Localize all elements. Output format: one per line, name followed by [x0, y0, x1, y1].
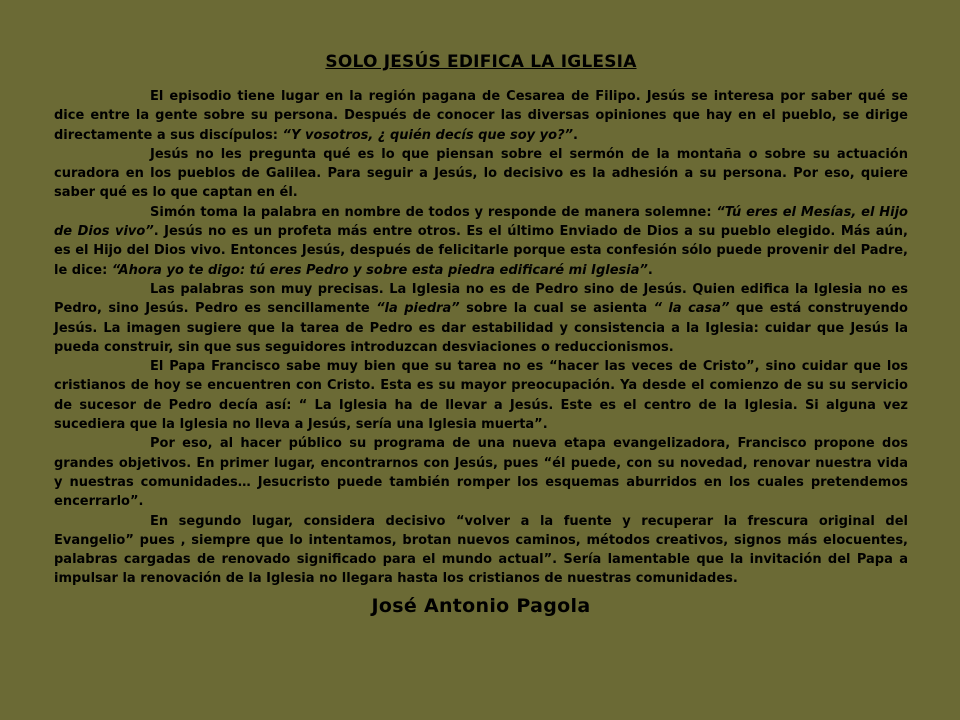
- paragraph-text: .: [647, 262, 653, 278]
- author-name: José Antonio Pagola: [371, 594, 591, 617]
- paragraph-text: Por eso, al hacer público su programa de una nueva etapa evangelizadora, Francisco propone dos grandes objetivos. En primer lugar, encontrarnos con Jesús, pues “él puede, con su novedad, renovar nuestra vida y nuestras comunidades… Jesucristo puede también romper los esquemas aburridos en los cuales pretendemos encerrarlo”.: [54, 436, 908, 510]
- paragraph-text: sobre la cual se asienta: [459, 301, 654, 317]
- body-paragraph: [54, 434, 908, 511]
- body-paragraph: [54, 512, 908, 589]
- body-paragraph: [54, 203, 908, 280]
- paragraph-text: . Jesús no es un profeta más entre otros. Es el último Enviado de Dios a su pueblo elegido. Más aún, es el Hijo del Dios vivo. Entonces Jesús, después de felicitarle porque esta confesión sólo puede provenir del Padre, le dice:: [54, 224, 908, 278]
- body-paragraph: [54, 87, 908, 145]
- body-paragraph: [54, 145, 908, 203]
- paragraph-text: El episodio tiene lugar en la región pagana de Cesarea de Filipo. Jesús se interesa por saber qué se dice entre la gente sobre su persona. Después de conocer las diversas opiniones que hay en el pueblo, se dirige directamente a sus discípulos:: [54, 89, 908, 143]
- quoted-text: “Y vosotros, ¿ quién decís que soy yo?”: [282, 127, 573, 143]
- quoted-text: “Tú eres el Mesías, el Hijo de Dios vivo”: [54, 204, 908, 240]
- body-paragraph: [54, 280, 908, 357]
- slide-body: [54, 87, 908, 589]
- paragraph-text: Las palabras son muy precisas. La Iglesia no es de Pedro sino de Jesús. Quien edifica la Iglesia no es Pedro, sino Jesús. Pedro es sencillamente: [54, 281, 908, 317]
- paragraph-text: .: [573, 127, 578, 143]
- body-paragraph: [54, 357, 908, 434]
- paragraph-text: que está construyendo Jesús. La imagen sugiere que la tarea de Pedro es dar estabilidad y consistencia a la Iglesia: cuidar que Jesús la pueda construir, sin que sus seguidores introduzcan desviaciones o reduccionismos.: [54, 301, 908, 355]
- paragraph-text: Jesús no les pregunta qué es lo que piensan sobre el sermón de la montaña o sobre su actuación curadora en los pueblos de Galilea. Para seguir a Jesús, lo decisivo es la adhesión a su persona. Por eso, quiere saber qué es lo que captan en él.: [54, 146, 908, 201]
- paragraph-text: En segundo lugar, considera decisivo “volver a la fuente y recuperar la frescura original del Evangelio” pues , siempre que lo intentamos, brotan nuevos caminos, métodos creativos, signos más elocuentes, palabras cargadas de renovado significado para el mundo actual”. Sería lamentable que la invitación del Papa a impulsar la renovación de la Iglesia no llegara hasta los cristianos de nuestras comunidades.: [54, 513, 908, 587]
- quoted-text: “ la casa”: [653, 301, 730, 317]
- paragraph-text: El Papa Francisco sabe muy bien que su tarea no es “hacer las veces de Cristo”, sino cuidar que los cristianos de hoy se encuentren con Cristo. Esta es su mayor preocupación. Ya desde el comienzo de su su servicio de sucesor de Pedro decía así: “ La Iglesia ha de llevar a Jesús. Este es el centro de la Iglesia. Si alguna vez sucediera que la Iglesia no lleva a Jesús, sería una Iglesia muerta”.: [54, 359, 908, 433]
- quoted-text: “la piedra”: [376, 301, 460, 317]
- paragraph-text: Simón toma la palabra en nombre de todos y responde de manera solemne:: [150, 204, 717, 220]
- slide: [54, 52, 908, 617]
- slide-title: SOLO JESÚS EDIFICA LA IGLESIA: [325, 52, 637, 72]
- quoted-text: “Ahora yo te digo: tú eres Pedro y sobre esta piedra edificaré mi Iglesia”: [111, 262, 648, 278]
